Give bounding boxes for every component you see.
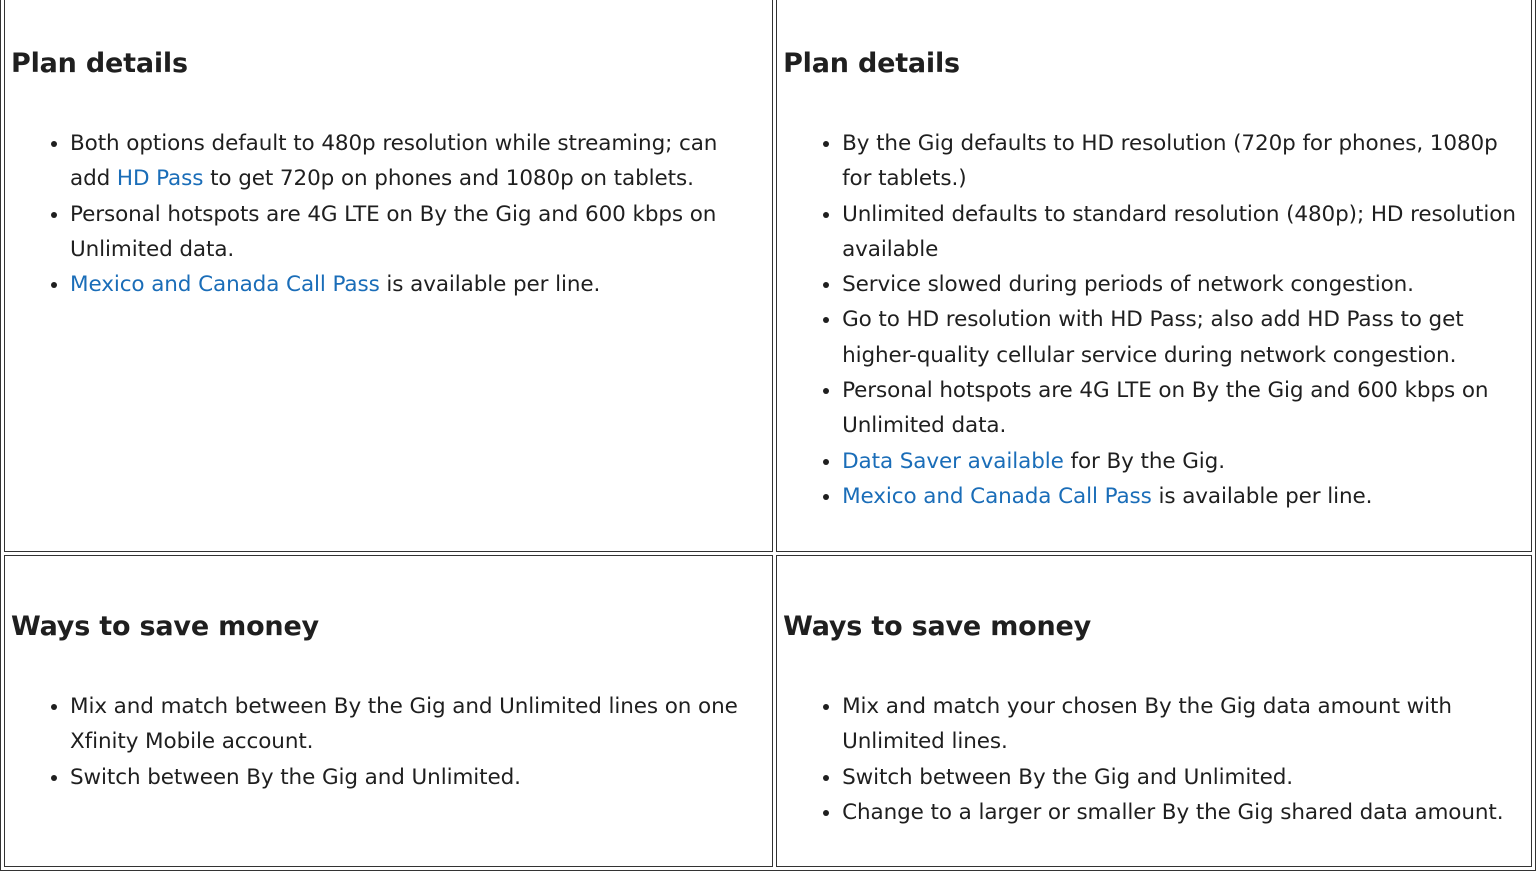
list-item: • Mexico and Canada Call Pass is available per line. [70,267,762,302]
list-item: • Mexico and Canada Call Pass is available per line. [842,479,1521,514]
section-title: Ways to save money [783,611,1092,642]
section-title: Ways to save money [11,611,319,642]
hd-pass-link[interactable]: HD Pass [116,166,204,192]
section-title: Plan details [783,48,960,79]
plan-details-row [4,0,1532,552]
list-item: • Service slowed during periods of network congestion. [842,267,1521,302]
list-item: • Data Saver available for By the Gig. [842,444,1521,479]
list-item: • Mix and match between By the Gig and Unlimited lines on one Xfinity Mobile account. [70,689,762,760]
bullet-list [11,126,762,302]
list-item: • Go to HD resolution with HD Pass; also add HD Pass to get higher-quality cellular service during network congestion. [842,302,1521,373]
section-title: Plan details [11,48,188,79]
list-item: • Switch between By the Gig and Unlimited. [842,760,1521,795]
list-item: • By the Gig defaults to HD resolution (720p for phones, 1080p for tablets.) [842,126,1521,197]
list-item: • Personal hotspots are 4G LTE on By the Gig and 600 kbps on Unlimited data. [842,373,1521,444]
list-item: • Mix and match your chosen By the Gig data amount with Unlimited lines. [842,689,1521,760]
call-pass-link[interactable]: Mexico and Canada Call Pass [70,272,380,298]
bullet-list [11,689,762,795]
call-pass-link[interactable]: Mexico and Canada Call Pass [842,483,1152,509]
list-item: • Both options default to 480p resolution while streaming; can add HD Pass to get 720p on phones and 1080p on tablets. [70,126,762,197]
ways-to-save-cell-left [4,555,773,867]
bullet-list [783,689,1521,830]
ways-to-save-cell-right [776,555,1532,867]
plan-details-cell-right [776,0,1532,552]
ways-to-save-row [4,555,1532,867]
list-item: • Switch between By the Gig and Unlimited. [70,760,762,795]
list-item: • Change to a larger or smaller By the Gig shared data amount. [842,795,1521,830]
plan-details-cell-left [4,0,773,552]
list-item: • Personal hotspots are 4G LTE on By the Gig and 600 kbps on Unlimited data. [70,197,762,268]
list-item: • Unlimited defaults to standard resolution (480p); HD resolution available [842,197,1521,268]
data-saver-link[interactable]: Data Saver available [842,448,1064,474]
bullet-list [783,126,1521,514]
